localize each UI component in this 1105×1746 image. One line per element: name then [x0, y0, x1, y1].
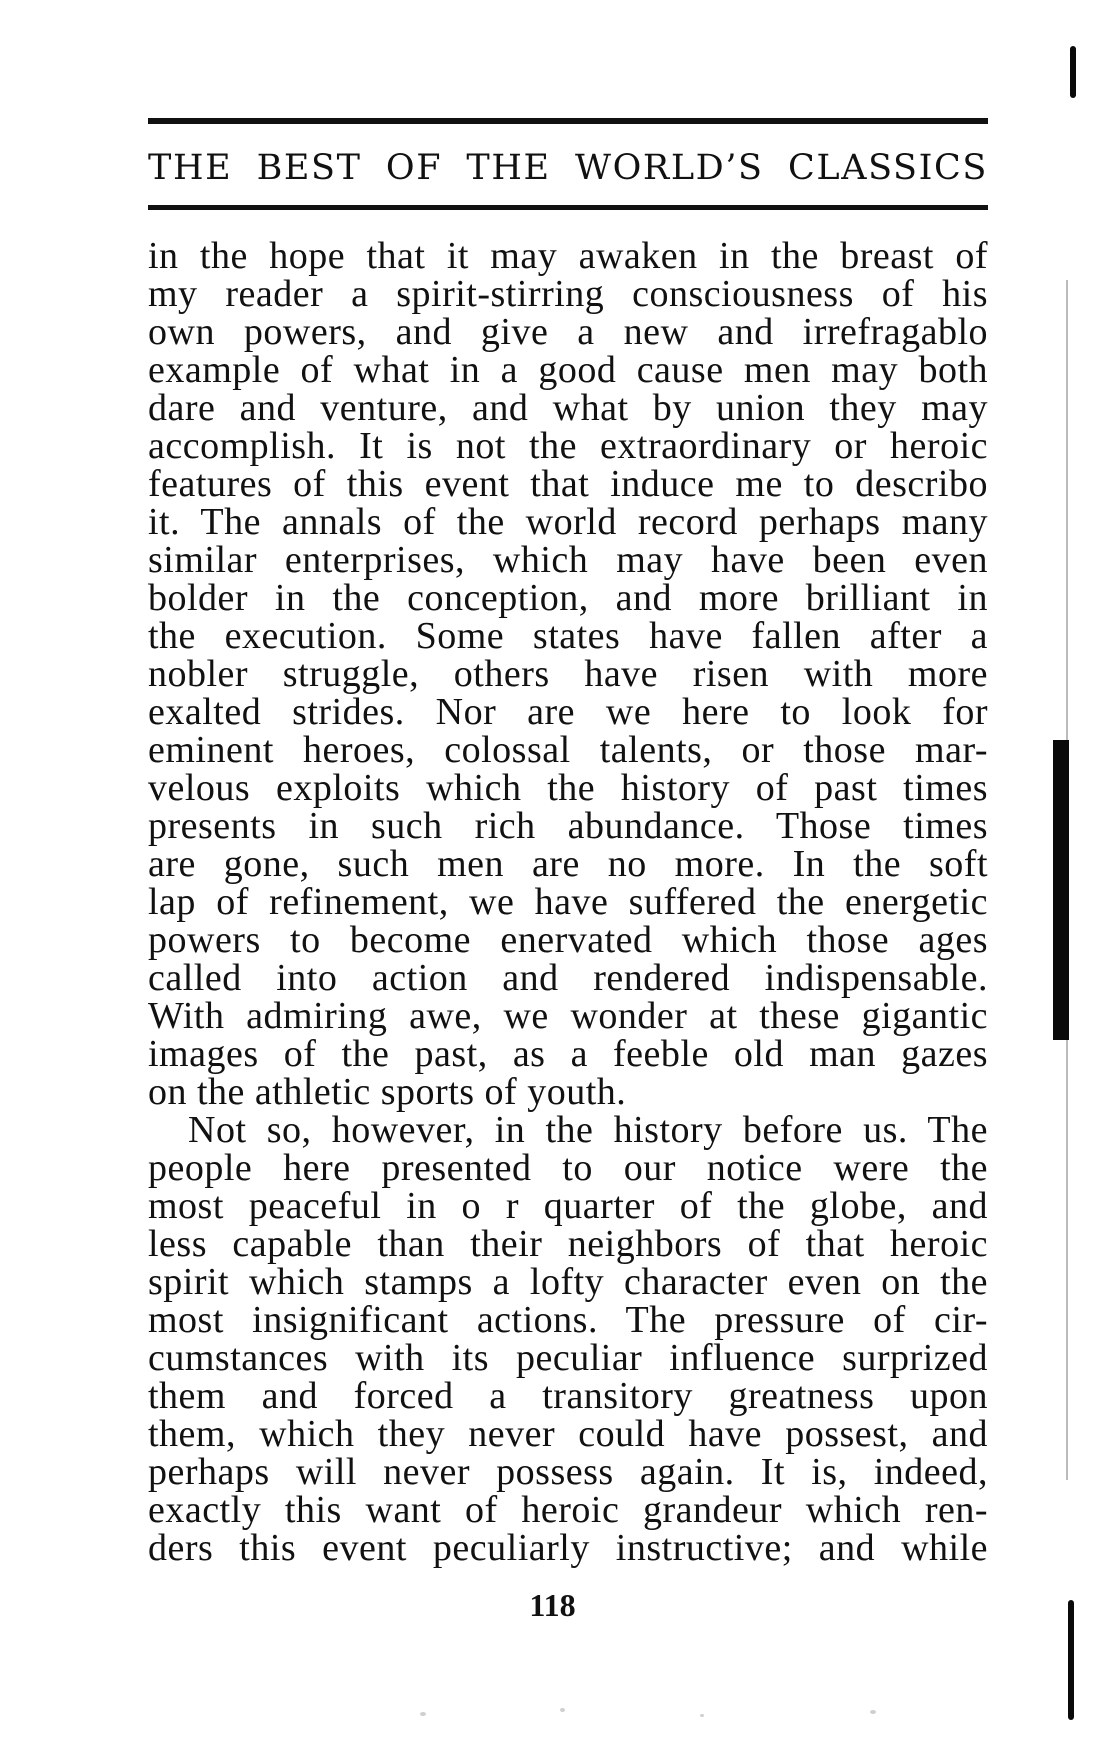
text-line: them and forced a transitory greatness upon	[148, 1375, 988, 1417]
text-line: most insignificant actions. The pressure of cir-	[148, 1299, 988, 1341]
text-line: bolder in the conception, and more brilliant in	[148, 577, 988, 619]
paragraph	[148, 237, 988, 1111]
text-line: cumstances with its peculiar influence surprized	[148, 1337, 988, 1379]
scan-binding-shadow	[1053, 740, 1069, 1040]
text-line: people here presented to our notice were the	[148, 1147, 988, 1189]
text-line: dare and venture, and what by union they may	[148, 387, 988, 429]
text-line: With admiring awe, we wonder at these gigantic	[148, 995, 988, 1037]
text-line: the execution. Some states have fallen after a	[148, 615, 988, 657]
text-line: own powers, and give a new and irrefragablo	[148, 311, 988, 353]
scan-speck	[560, 1708, 565, 1712]
page-number: 118	[529, 1587, 576, 1623]
header-rule-bottom	[148, 205, 988, 210]
text-line: similar enterprises, which may have been even	[148, 539, 988, 581]
text-line: features of this event that induce me to describo	[148, 463, 988, 505]
scan-edge-mark	[1068, 1600, 1074, 1720]
text-line: most peaceful in o r quarter of the globe, and	[148, 1185, 988, 1227]
text-line: them, which they never could have possest, and	[148, 1413, 988, 1455]
text-line: my reader a spirit-stirring consciousness of his	[148, 273, 988, 315]
scan-speck	[870, 1710, 876, 1714]
text-line: called into action and rendered indispensable.	[148, 957, 988, 999]
text-line: perhaps will never possess again. It is, indeed,	[148, 1451, 988, 1493]
text-line: nobler struggle, others have risen with more	[148, 653, 988, 695]
text-line: presents in such rich abundance. Those times	[148, 805, 988, 847]
scan-speck	[700, 1714, 704, 1717]
text-line: velous exploits which the history of past times	[148, 767, 988, 809]
text-line: lap of refinement, we have suffered the energetic	[148, 881, 988, 923]
text-line: images of the past, as a feeble old man gazes	[148, 1033, 988, 1075]
text-line: spirit which stamps a lofty character even on the	[148, 1261, 988, 1303]
text-line: powers to become enervated which those ages	[148, 919, 988, 961]
scan-speck	[420, 1712, 426, 1716]
body-text	[148, 237, 988, 1567]
text-line: it. The annals of the world record perhaps many	[148, 501, 988, 543]
text-line: accomplish. It is not the extraordinary or heroic	[148, 425, 988, 467]
text-line: are gone, such men are no more. In the soft	[148, 843, 988, 885]
text-line: Not so, however, in the history before us. The	[188, 1109, 988, 1151]
running-head: THE BEST OF THE WORLD’S CLASSICS	[148, 148, 988, 188]
text-line: ders this event peculiarly instructive; and while	[148, 1527, 988, 1569]
paragraph	[148, 1111, 988, 1567]
scan-edge-mark	[1070, 46, 1076, 98]
text-line: less capable than their neighbors of that heroic	[148, 1223, 988, 1265]
text-line: eminent heroes, colossal talents, or those mar-	[148, 729, 988, 771]
text-line: example of what in a good cause men may both	[148, 349, 988, 391]
text-line: exalted strides. Nor are we here to look for	[148, 691, 988, 733]
text-line: on the athletic sports of youth.	[148, 1071, 627, 1113]
text-line: exactly this want of heroic grandeur which ren-	[148, 1489, 988, 1531]
header-rule-top	[148, 118, 988, 124]
text-line: in the hope that it may awaken in the breast of	[148, 235, 988, 277]
